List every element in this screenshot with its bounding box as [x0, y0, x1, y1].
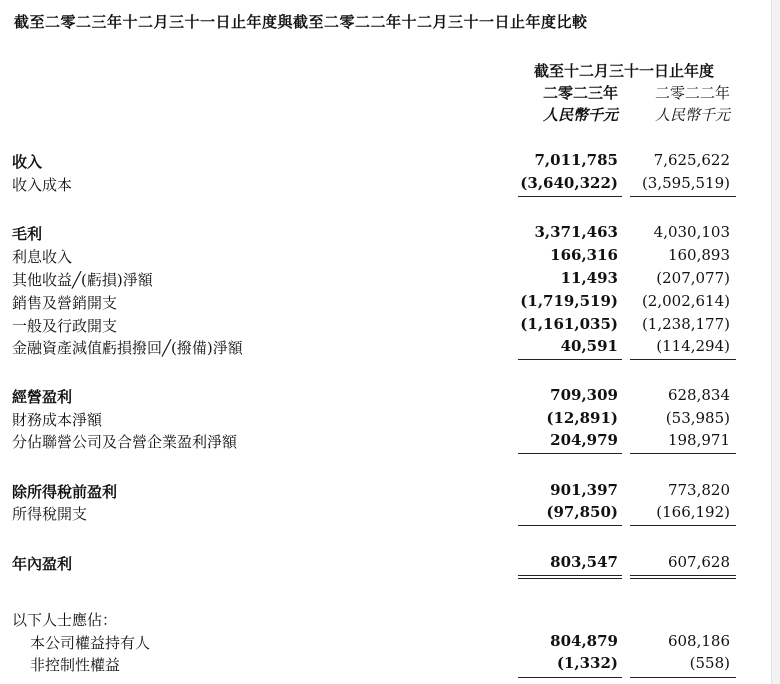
- value-2023: (3,640,322): [520, 174, 618, 192]
- year-2022-header: 二零二二年: [654, 84, 730, 102]
- value-2022: (1,238,177): [641, 315, 730, 333]
- value-2023: (97,850): [546, 503, 618, 521]
- row-cost-of-revenue: [0, 172, 780, 194]
- value-2022: (114,294): [656, 337, 730, 355]
- row-label: 分佔聯營公司及合營企業盈利淨額: [12, 433, 238, 451]
- value-2023: (1,719,519): [520, 292, 618, 310]
- rule-double-bottom: [630, 578, 736, 579]
- value-2023: (1,161,035): [520, 315, 618, 333]
- row-impairment: [0, 335, 780, 357]
- value-2023: (1,332): [556, 654, 618, 672]
- row-label: 收入: [12, 153, 43, 171]
- value-2022: 628,834: [667, 386, 730, 404]
- value-2022: 608,186: [667, 632, 730, 650]
- value-2022: (166,192): [656, 503, 730, 521]
- row-equity-holders: [0, 630, 780, 652]
- row-label: 其他收益╱(虧損)淨額: [12, 271, 153, 289]
- value-2023: 11,493: [560, 269, 618, 287]
- row-non-controlling: [0, 652, 780, 674]
- rule: [518, 359, 622, 360]
- value-2022: (3,595,519): [641, 174, 730, 192]
- rule-double-top: [630, 575, 736, 576]
- row-label: 銷售及營銷開支: [12, 294, 118, 312]
- rule: [518, 453, 622, 454]
- row-operating-profit: [0, 384, 780, 406]
- rule: [518, 525, 622, 526]
- value-2022: (207,077): [656, 269, 730, 287]
- row-label: 毛利: [12, 225, 43, 243]
- value-2023: 204,979: [550, 431, 618, 449]
- value-2022: (2,002,614): [641, 292, 730, 310]
- row-label: 年內盈利: [12, 555, 73, 573]
- row-label: 經營盈利: [12, 388, 73, 406]
- value-2022: (53,985): [665, 409, 730, 427]
- value-2023: 3,371,463: [534, 223, 618, 241]
- rule: [630, 677, 736, 678]
- row-label: 除所得稅前盈利: [12, 483, 118, 501]
- value-2022: 4,030,103: [653, 223, 730, 241]
- rule: [630, 453, 736, 454]
- rule: [630, 196, 736, 197]
- row-profit-for-year: [0, 551, 780, 573]
- row-label: 本公司權益持有人: [30, 634, 151, 652]
- row-label: 收入成本: [12, 176, 73, 194]
- rule-double-top: [518, 575, 622, 576]
- value-2023: 166,316: [550, 246, 618, 264]
- row-attributable-to: [0, 607, 780, 629]
- rule: [630, 525, 736, 526]
- row-gross-profit: [0, 221, 780, 243]
- value-2022: 198,971: [667, 431, 730, 449]
- value-2023: 709,309: [550, 386, 618, 404]
- row-label: 非控制性權益: [30, 656, 121, 674]
- row-revenue: [0, 149, 780, 171]
- row-other-gains: [0, 267, 780, 289]
- page-title: 截至二零二三年十二月三十一日止年度與截至二零二二年十二月三十一日止年度比較: [14, 13, 588, 31]
- value-2023: 804,879: [550, 632, 618, 650]
- row-label: 一般及行政開支: [12, 317, 118, 335]
- row-label: 以下人士應佔：: [12, 611, 118, 629]
- value-2022: 7,625,622: [653, 151, 730, 169]
- rule-double-bottom: [518, 578, 622, 579]
- value-2023: 40,591: [560, 337, 618, 355]
- rule: [518, 677, 622, 678]
- value-2023: 803,547: [550, 553, 618, 571]
- year-2023-header: 二零二三年: [542, 84, 618, 102]
- row-finance-costs: [0, 407, 780, 429]
- unit-2022-header: 人民幣千元: [654, 106, 730, 124]
- period-header: 截至十二月三十一日止年度: [533, 62, 714, 80]
- rule: [518, 196, 622, 197]
- row-label: 財務成本淨額: [12, 411, 103, 429]
- value-2023: (12,891): [546, 409, 618, 427]
- value-2022: 607,628: [667, 553, 730, 571]
- row-selling-expenses: [0, 290, 780, 312]
- value-2022: 160,893: [667, 246, 730, 264]
- row-label: 利息收入: [12, 248, 73, 266]
- row-admin-expenses: [0, 313, 780, 335]
- row-share-of-associates: [0, 429, 780, 451]
- row-profit-before-tax: [0, 479, 780, 501]
- value-2022: (558): [689, 654, 730, 672]
- rule: [630, 359, 736, 360]
- row-label: 所得稅開支: [12, 505, 88, 523]
- value-2023: 7,011,785: [534, 151, 618, 169]
- unit-2023-header: 人民幣千元: [542, 106, 618, 124]
- row-interest-income: [0, 244, 780, 266]
- value-2023: 901,397: [550, 481, 618, 499]
- value-2022: 773,820: [667, 481, 730, 499]
- row-income-tax: [0, 501, 780, 523]
- row-label: 金融資產減值虧損撥回╱(撥備)淨額: [12, 339, 243, 357]
